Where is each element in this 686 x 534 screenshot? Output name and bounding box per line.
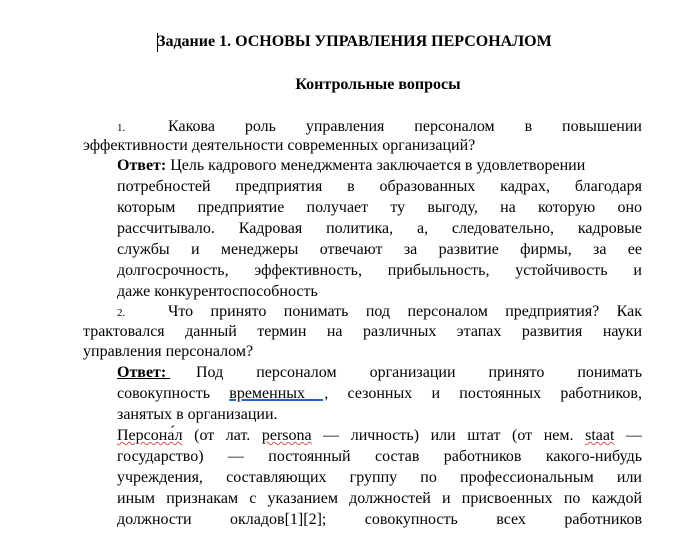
question-2-number: 2. xyxy=(117,307,126,319)
answer-1-line-7: даже конкурентоспособность xyxy=(117,283,318,300)
question-2-line-2: трактовался данный термин на различных этапах развития науки xyxy=(83,323,642,340)
definition-line-4: иным признакам с указанием должностей и присвоенных по каждой xyxy=(117,490,642,507)
question-1-line-1: Какова роль управления персоналом в повышении xyxy=(168,118,642,135)
question-2-line-3: управления персоналом? xyxy=(83,343,254,360)
answer-1-line-4: рассчитывало. Кадровая политика, а, следовательно, кадровые xyxy=(117,220,642,237)
highlighted-word: временных , xyxy=(229,385,329,402)
question-2-line-1: Что принято понимать под персоналом предприятия? Как xyxy=(168,303,642,320)
answer-1-line-6: долгосрочность, эффективность, прибыльность, устойчивость и xyxy=(117,262,642,279)
answer-2-label: Ответ: xyxy=(117,364,167,381)
spellcheck-word: Персона́л xyxy=(117,427,183,444)
definition-line-2: государство) — постоянный состав работников какого-нибудь xyxy=(117,448,642,465)
answer-1-label: Ответ: xyxy=(117,157,167,174)
page-title: Задание 1. ОСНОВЫ УПРАВЛЕНИЯ ПЕРСОНАЛОМ xyxy=(157,33,552,50)
question-1-line-2: эффективности деятельности современных организаций? xyxy=(83,137,476,154)
answer-2-line-3: занятых в организации. xyxy=(117,406,278,423)
definition-line-3: учреждения, составляющих группу по профессиональным или xyxy=(117,469,642,486)
definition-line-1: Персона́л (от лат. persona — личность) или штат (от нем. staat — xyxy=(117,427,643,444)
answer-1-line-1: Ответ: Цель кадрового менеджмента заключается в удовлетворении xyxy=(117,157,586,174)
answer-1-line-2: потребностей предприятия в образованных кадрах, благодаря xyxy=(117,178,642,195)
answer-1-line-3: которым предприятие получает ту выгоду, на которую оно xyxy=(117,199,642,216)
answer-1-line-5: службы и менеджеры отвечают за развитие фирмы, за ее xyxy=(117,241,642,258)
section-subtitle: Контрольные вопросы xyxy=(295,76,461,93)
definition-line-5: должности окладов[1][2]; совокупность всех работников xyxy=(117,511,642,528)
question-1-number: 1. xyxy=(117,122,126,134)
answer-2-line-1-text: Под персоналом организации принято понимать xyxy=(196,364,642,381)
answer-2-line-2: совокупность временных , сезонных и постоянных работников, xyxy=(117,385,642,402)
